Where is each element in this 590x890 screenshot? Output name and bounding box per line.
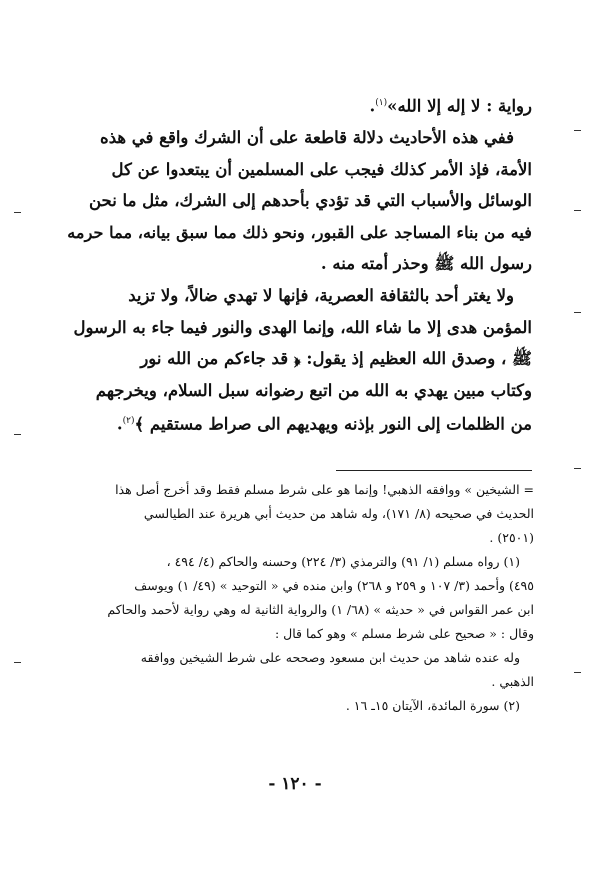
margin-tick bbox=[574, 672, 581, 673]
main-text-line: فيه من بناء المساجد على القبور، ونحو ذلك مما سبق بيانه، مما حرمه bbox=[67, 222, 532, 242]
page-number: - ١٢٠ - bbox=[268, 774, 322, 794]
main-text-line: المؤمن هدى إلا ما شاء الله، وإنما الهدى والنور فيما جاء به الرسول bbox=[73, 317, 532, 337]
main-text-line: رسول الله ﷺ وحذر أمته منه . bbox=[320, 254, 532, 274]
footnote-line: ٤٩٥) وأحمد (٣/ ١٠٧ و ٢٥٩ و ٢٦٨) وابن منده في « التوحيد » (٤٩/ ١) ويوسف bbox=[134, 578, 534, 593]
margin-tick bbox=[574, 210, 581, 211]
footnote-line: (١) رواه مسلم (١/ ٩١) والترمذي (٣/ ٢٢٤) وحسنه والحاكم (٤/ ٤٩٤ ، bbox=[166, 554, 520, 569]
footnote-ref-1: (١) bbox=[375, 98, 388, 108]
main-text-line: ﷺ ، وصدق الله العظيم إذ يقول: ﴿ قد جاءكم من الله نور bbox=[140, 349, 532, 369]
main-text-line: من الظلمات إلى النور بإذنه ويهديهم الى صراط مستقيم ﴾$^{(٢)}$. bbox=[116, 414, 532, 434]
footnote-line: الذهبي . bbox=[491, 674, 534, 689]
margin-tick bbox=[574, 312, 581, 313]
footnote-line: (٢٥٠١) . bbox=[489, 530, 534, 545]
footnote-separator bbox=[336, 470, 532, 471]
main-text-line: رواية : لا إله إلا الله»$^{(١)}$. bbox=[369, 96, 532, 116]
margin-tick bbox=[574, 130, 581, 131]
footnote-line: ابن عمر القواس في « حديثه » (٦٨/ ١) والرواية الثانية له وهي رواية لأحمد والحاكم bbox=[107, 602, 534, 617]
main-text bbox=[66, 88, 532, 441]
footnote-line: وقال : « صحيح على شرط مسلم » وهو كما قال : bbox=[274, 626, 534, 641]
margin-tick bbox=[14, 212, 21, 213]
footnote-line: الحديث في صحيحه (٨/ ١٧١)، وله شاهد من حديث أبي هريرة عند الطيالسي bbox=[143, 506, 534, 521]
main-text-line: الوسائل والأسباب التي قد تؤدي بأحدهم إلى الشرك، مثل ما نحن bbox=[89, 191, 532, 211]
main-text-line: الأمة، فإذ الأمر كذلك فيجب على المسلمين أن يبتعدوا عن كل bbox=[111, 159, 532, 179]
margin-tick bbox=[574, 468, 581, 469]
main-text-line: ولا يغتر أحد بالثقافة العصرية، فإنها لا تهدي ضالاً، ولا تزيد bbox=[128, 286, 514, 306]
footnotes bbox=[58, 478, 534, 718]
margin-tick bbox=[14, 434, 21, 435]
main-text-line: ففي هذه الأحاديث دلالة قاطعة على أن الشرك واقع في هذه bbox=[100, 128, 514, 148]
footnote-line: وله عنده شاهد من حديث ابن مسعود وصححه على شرط الشيخين ووافقه bbox=[140, 650, 520, 665]
footnote-line: = الشيخين » ووافقه الذهبي! وإنما هو على شرط مسلم فقط وقد أخرج أصل هذا bbox=[115, 482, 534, 497]
footnote-line: (٢) سورة المائدة، الآيتان ١٥ـ ١٦ . bbox=[345, 698, 520, 713]
footnote-ref-2: (٢) bbox=[122, 416, 135, 427]
main-text-line: وكتاب مبين يهدي به الله من اتبع رضوانه سبل السلام، ويخرجهم bbox=[95, 380, 532, 400]
margin-tick bbox=[14, 662, 21, 663]
